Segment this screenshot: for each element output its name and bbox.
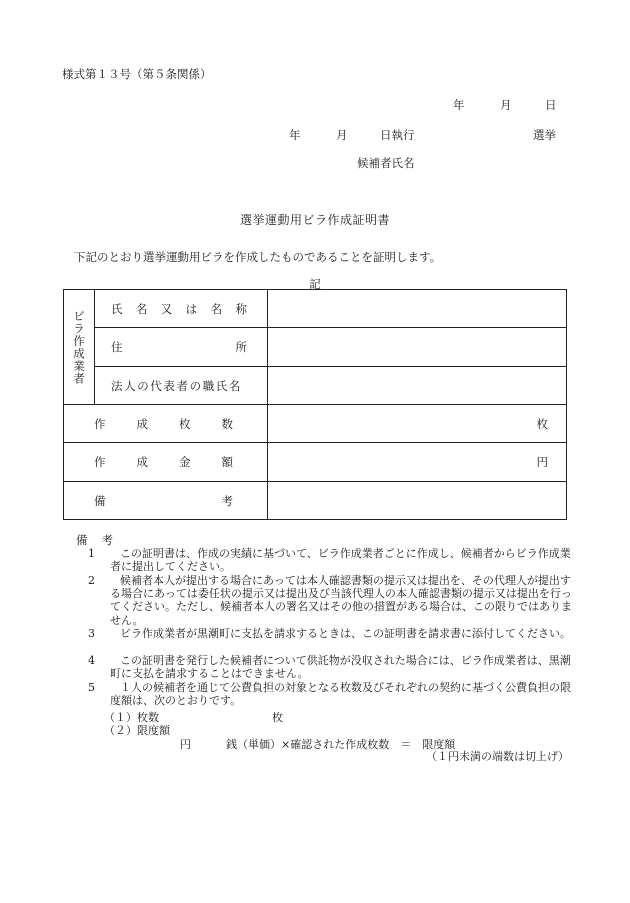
count-label-char: 作 xyxy=(94,416,106,431)
name-label-char: は xyxy=(185,301,198,316)
note-number: 1 xyxy=(88,547,95,560)
name-label-char: 名 xyxy=(210,301,223,316)
name-label-char: 又 xyxy=(160,301,173,316)
exec-month-label: 月 xyxy=(336,128,348,142)
formula-text: 銭（単価）×確認された作成枚数 ＝ 限度額 xyxy=(226,738,456,751)
date-year-label: 年 xyxy=(453,98,465,112)
date-month-label: 月 xyxy=(500,98,512,112)
amount-label-char: 成 xyxy=(136,455,148,469)
remarks-value-cell[interactable] xyxy=(268,482,567,520)
note-text: この証明書は、作成の実績に基づいて、ビラ作成業者ごとに作成し、候補者からビラ作成業者に提出してください。 xyxy=(110,547,571,574)
note-number: 4 xyxy=(88,654,95,667)
name-value-cell[interactable] xyxy=(268,290,567,328)
count-label-char: 枚 xyxy=(179,416,191,431)
amount-label-char: 額 xyxy=(221,455,233,469)
notes-heading-char: 備 xyxy=(76,533,88,547)
amount-value-cell[interactable] xyxy=(268,443,567,482)
election-label: 選挙 xyxy=(533,128,556,142)
remarks-label-cell xyxy=(64,482,268,520)
group-label-cell xyxy=(64,290,95,405)
formula-yen: 円 xyxy=(180,738,191,751)
sub2-label: （２）限度額 xyxy=(104,724,170,737)
note-text: １人の候補者を通じて公費負担の対象となる枚数及びそれぞれの契約に基づく公費負担の限度額は、次のとおりです。 xyxy=(110,681,571,708)
certificate-table xyxy=(63,289,567,520)
sub1-unit: 枚 xyxy=(272,711,283,724)
representative-label-cell xyxy=(95,367,268,405)
note-item xyxy=(88,681,572,707)
form-number: 様式第１３号（第５条関係） xyxy=(62,67,212,81)
count-label-char: 数 xyxy=(221,416,233,431)
date-day-label: 日 xyxy=(545,98,557,112)
remarks-label-char: 備 xyxy=(94,493,106,508)
amount-label-char: 金 xyxy=(179,455,191,469)
formula-note: （１円未満の端数は切上げ） xyxy=(426,750,569,763)
notes-heading-char: 考 xyxy=(101,533,113,547)
address-label-char: 所 xyxy=(235,340,247,354)
document-title: 選挙運動用ビラ作成証明書 xyxy=(239,213,390,227)
intro-text: 下記のとおり選挙運動用ビラを作成したものであることを証明します。 xyxy=(74,250,442,264)
representative-label: 法人の代表者の職氏名 xyxy=(111,378,242,393)
candidate-name-label: 候補者氏名 xyxy=(357,156,415,170)
note-item xyxy=(88,654,572,680)
note-number: 2 xyxy=(88,574,95,587)
amount-label-cell xyxy=(64,443,268,482)
note-text: 候補者本人が提出する場合にあっては本人確認書類の提示又は提出を、その代理人が提出する場合にあっては委任状の提示又は提出及び当該代理人の本人確認書類の提示又は提出を行ってください。ただし、候補者本人の署名又はその他の措置がある場合は、この限りではありません。 xyxy=(110,574,572,627)
exec-year-label: 年 xyxy=(289,128,301,142)
name-label-char: 氏 xyxy=(111,301,123,316)
note-number: 5 xyxy=(88,681,95,694)
note-item xyxy=(88,627,572,640)
group-label: ビラ作成業者 xyxy=(72,309,86,385)
address-label-cell xyxy=(95,328,268,367)
note-text: この証明書を発行した候補者について供託物が没収された場合には、ビラ作成業者は、黒潮町に支払を請求することはできません。 xyxy=(110,654,571,681)
sub1-label: （１）枚数 xyxy=(104,711,159,724)
amount-unit: 円 xyxy=(536,455,548,469)
count-unit: 枚 xyxy=(536,416,548,431)
address-value-cell[interactable] xyxy=(268,328,567,367)
name-label-char: 称 xyxy=(235,301,247,316)
ki-heading: 記 xyxy=(309,277,321,291)
notes-heading xyxy=(76,532,113,548)
amount-label-char: 作 xyxy=(94,455,106,469)
representative-value-cell[interactable] xyxy=(268,367,567,405)
count-label-cell xyxy=(64,405,268,443)
exec-day-label: 日執行 xyxy=(380,128,415,142)
count-value-cell[interactable] xyxy=(268,405,567,443)
address-label-char: 住 xyxy=(111,340,123,354)
note-text: ビラ作成業者が黒潮町に支払を請求するときは、この証明書を請求書に添付してください。 xyxy=(120,627,571,640)
name-label-cell xyxy=(95,290,268,328)
count-label-char: 成 xyxy=(136,416,148,431)
remarks-label-char: 考 xyxy=(221,493,233,508)
name-label-char: 名 xyxy=(135,301,148,316)
note-item xyxy=(88,547,572,573)
note-item xyxy=(88,574,572,627)
note-number: 3 xyxy=(88,627,95,640)
